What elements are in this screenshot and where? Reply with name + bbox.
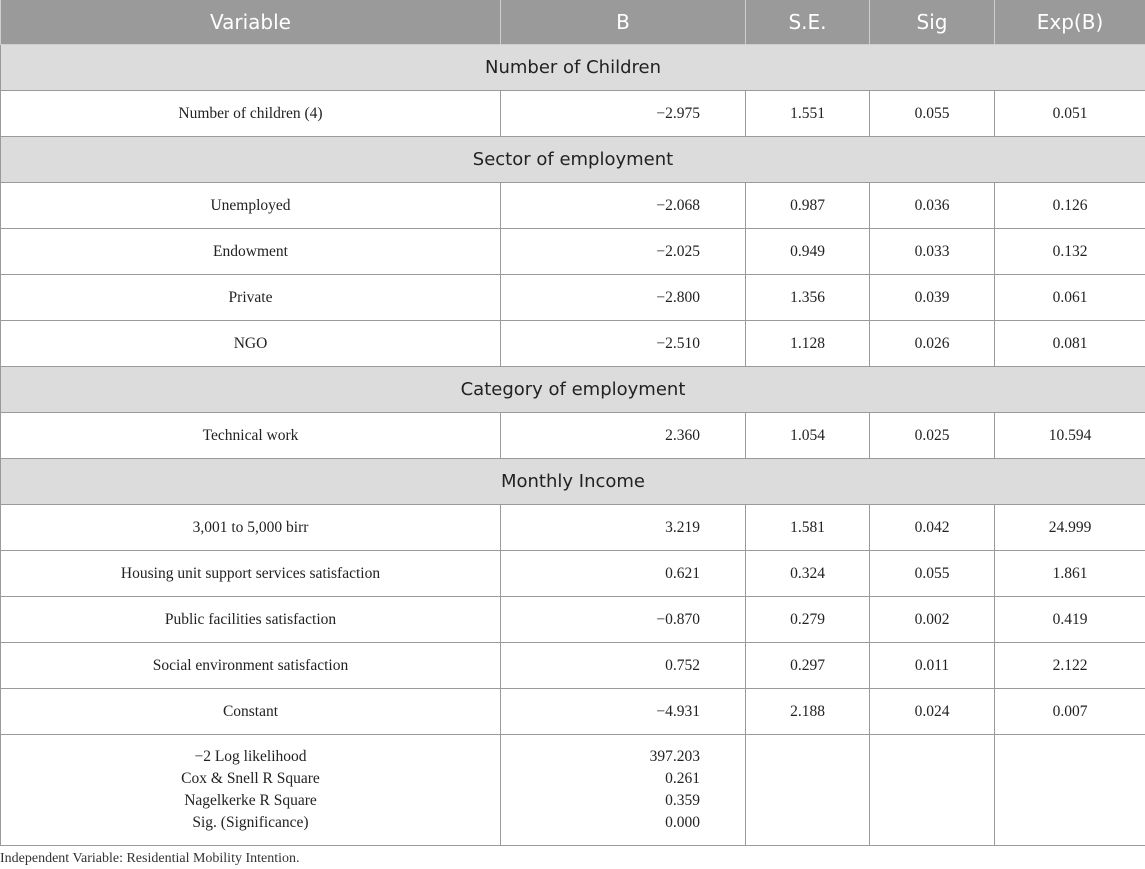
cell-se: 0.324 <box>746 551 870 597</box>
table-row <box>1 321 1145 367</box>
cell-sig: 0.025 <box>870 413 995 459</box>
cell-variable: Technical work <box>1 413 501 459</box>
cell-b: −2.510 <box>501 321 746 367</box>
cell-variable: Unemployed <box>1 183 501 229</box>
cell-expb: 2.122 <box>995 643 1145 689</box>
table-row <box>1 91 1145 137</box>
cell-b: 2.360 <box>501 413 746 459</box>
model-stats-row <box>1 735 1145 846</box>
cell-variable: Public facilities satisfaction <box>1 597 501 643</box>
cell-se: 0.297 <box>746 643 870 689</box>
cell-variable: 3,001 to 5,000 birr <box>1 505 501 551</box>
model-stats-labels <box>1 735 501 846</box>
cell-se: 0.987 <box>746 183 870 229</box>
model-stats-values <box>501 735 746 846</box>
cell-variable: Private <box>1 275 501 321</box>
cell-sig: 0.039 <box>870 275 995 321</box>
section-title: Sector of employment <box>1 137 1145 183</box>
cell-expb: 0.419 <box>995 597 1145 643</box>
cell-variable: Housing unit support services satisfaction <box>1 551 501 597</box>
cell-sig: 0.036 <box>870 183 995 229</box>
cell-b: −2.068 <box>501 183 746 229</box>
cell-expb: 0.007 <box>995 689 1145 735</box>
cell-se: 1.356 <box>746 275 870 321</box>
section-title: Monthly Income <box>1 459 1145 505</box>
table-row <box>1 505 1145 551</box>
cell-b: 3.219 <box>501 505 746 551</box>
cell-expb: 0.051 <box>995 91 1145 137</box>
stat-label: −2 Log likelihood <box>194 748 307 765</box>
header-b: B <box>501 0 746 45</box>
cell-expb: 0.061 <box>995 275 1145 321</box>
cell-expb: 0.132 <box>995 229 1145 275</box>
cell-sig: 0.002 <box>870 597 995 643</box>
cell-expb: 24.999 <box>995 505 1145 551</box>
header-se: S.E. <box>746 0 870 45</box>
cell-variable: Number of children (4) <box>1 91 501 137</box>
table-row <box>1 597 1145 643</box>
cell-b: −0.870 <box>501 597 746 643</box>
cell-b: 0.621 <box>501 551 746 597</box>
section-title: Category of employment <box>1 367 1145 413</box>
stat-value: 0.359 <box>665 792 700 809</box>
cell-b: −2.975 <box>501 91 746 137</box>
empty-cell <box>870 735 995 846</box>
section-row <box>1 45 1145 91</box>
cell-se: 0.949 <box>746 229 870 275</box>
cell-expb: 10.594 <box>995 413 1145 459</box>
table-row <box>1 643 1145 689</box>
cell-b: −2.800 <box>501 275 746 321</box>
cell-sig: 0.055 <box>870 91 995 137</box>
table-row <box>1 689 1145 735</box>
header-sig: Sig <box>870 0 995 45</box>
cell-variable: Constant <box>1 689 501 735</box>
cell-se: 1.054 <box>746 413 870 459</box>
cell-sig: 0.042 <box>870 505 995 551</box>
table-row <box>1 229 1145 275</box>
cell-sig: 0.055 <box>870 551 995 597</box>
cell-variable: Endowment <box>1 229 501 275</box>
empty-cell <box>995 735 1145 846</box>
cell-expb: 0.126 <box>995 183 1145 229</box>
stat-label: Sig. (Significance) <box>192 814 309 831</box>
cell-se: 1.581 <box>746 505 870 551</box>
table-row <box>1 183 1145 229</box>
cell-sig: 0.011 <box>870 643 995 689</box>
section-row <box>1 459 1145 505</box>
cell-se: 1.128 <box>746 321 870 367</box>
cell-sig: 0.024 <box>870 689 995 735</box>
cell-se: 2.188 <box>746 689 870 735</box>
table-row <box>1 551 1145 597</box>
header-expb: Exp(B) <box>995 0 1145 45</box>
stat-value: 0.000 <box>665 814 700 831</box>
stat-value: 0.261 <box>665 770 700 787</box>
cell-variable: NGO <box>1 321 501 367</box>
stat-value: 397.203 <box>649 748 700 765</box>
cell-sig: 0.033 <box>870 229 995 275</box>
cell-b: −4.931 <box>501 689 746 735</box>
section-row <box>1 367 1145 413</box>
cell-b: −2.025 <box>501 229 746 275</box>
cell-sig: 0.026 <box>870 321 995 367</box>
empty-cell <box>746 735 870 846</box>
header-variable: Variable <box>1 0 501 45</box>
cell-expb: 0.081 <box>995 321 1145 367</box>
stat-label: Nagelkerke R Square <box>184 792 317 809</box>
cell-expb: 1.861 <box>995 551 1145 597</box>
section-title: Number of Children <box>1 45 1145 91</box>
header-row <box>1 0 1145 45</box>
cell-se: 0.279 <box>746 597 870 643</box>
stat-label: Cox & Snell R Square <box>181 770 320 787</box>
table-row <box>1 275 1145 321</box>
cell-se: 1.551 <box>746 91 870 137</box>
table-footnote: Independent Variable: Residential Mobility Intention. <box>0 851 300 866</box>
cell-variable: Social environment satisfaction <box>1 643 501 689</box>
table-row <box>1 413 1145 459</box>
section-row <box>1 137 1145 183</box>
cell-b: 0.752 <box>501 643 746 689</box>
